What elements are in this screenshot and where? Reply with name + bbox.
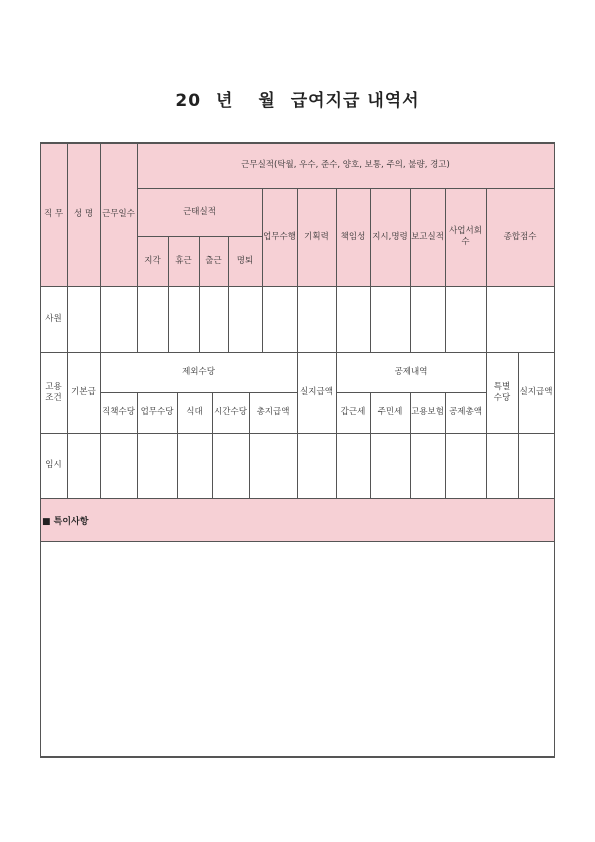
row-employee-label: 사원	[45, 313, 62, 324]
employment-conditions-label: 고용 조건	[45, 381, 62, 403]
meal-allowance-label: 식대	[186, 407, 203, 418]
row-temp-label: 임시	[45, 460, 62, 471]
col-early: 명퇴	[236, 255, 254, 266]
total-pay-label: 총지급액	[256, 407, 290, 418]
allowances-label: 제외수당	[182, 366, 215, 377]
col-late: 지각	[144, 255, 161, 266]
income-tax-label: 갑근세	[340, 407, 366, 418]
net-pay-2-label: 실지급액	[519, 387, 553, 398]
col-orders: 지시,명령	[372, 231, 408, 242]
base-pay-label: 기본급	[71, 387, 96, 398]
work-allowance-label: 업무수당	[140, 407, 174, 418]
title-year-number: 20	[175, 91, 202, 111]
title-month-label: 월	[258, 91, 276, 111]
notes-header-background	[40, 498, 554, 541]
col-reporting: 보고실적	[411, 231, 444, 242]
col-workdays: 근무일수	[102, 209, 135, 220]
notes-area[interactable]	[40, 541, 554, 756]
special-allowance-label: 특별 수당	[493, 381, 511, 403]
col-total-score: 종합점수	[503, 231, 537, 242]
col-planning: 기획력	[304, 231, 329, 242]
col-social: 사업서회수	[449, 226, 482, 247]
col-name: 성 명	[73, 209, 94, 220]
deductions-label: 공제내역	[394, 366, 428, 377]
position-allowance-label: 직책수당	[102, 407, 135, 418]
col-responsibility: 책임성	[340, 231, 366, 242]
col-performance: 근무실적(탁월, 우수, 준수, 양호, 보통, 주의, 불량, 경고)	[241, 160, 450, 171]
col-jikmu: 직 무	[43, 209, 64, 220]
title-year-label: 년	[216, 91, 234, 111]
deduction-total-label: 공제총액	[449, 407, 482, 418]
title-text: 급여지급 내역서	[290, 91, 420, 111]
col-work-perf: 업무수행	[263, 231, 296, 242]
employment-insurance-label: 고용보험	[411, 407, 444, 418]
overtime-label: 시간수당	[214, 407, 247, 418]
col-out: 출근	[205, 255, 222, 266]
net-pay-label: 실지급액	[300, 387, 333, 398]
resident-tax-label: 주민세	[377, 407, 403, 418]
col-leave: 휴근	[175, 255, 192, 266]
notes-label: ■ 특이사항	[42, 517, 89, 527]
col-attendance: 근태실적	[183, 206, 216, 217]
